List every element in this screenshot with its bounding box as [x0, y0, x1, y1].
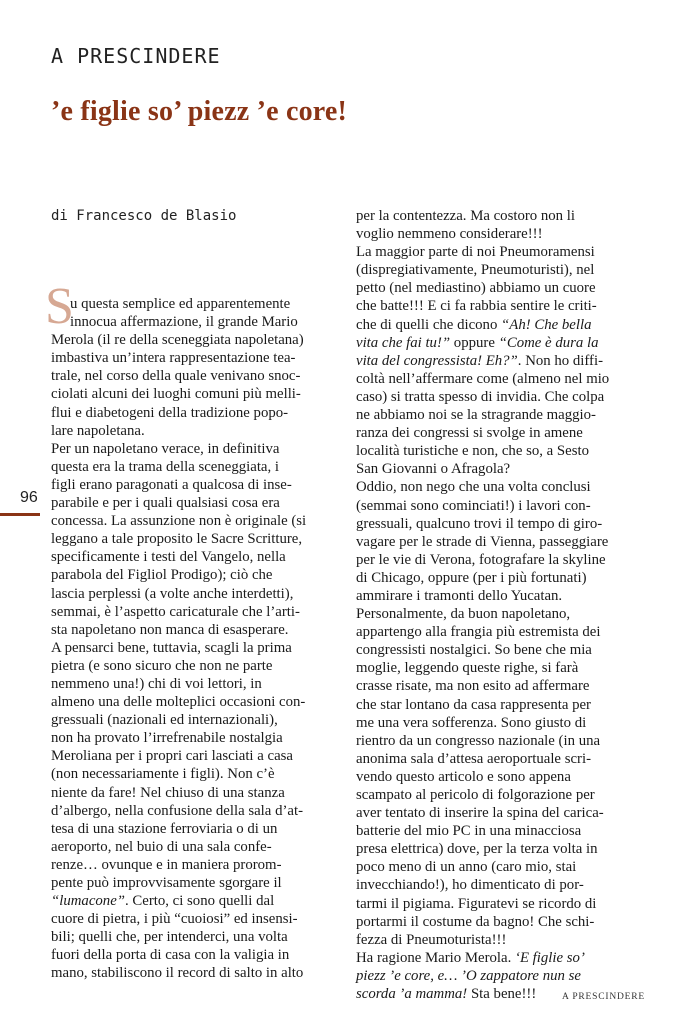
text-line: presa elettrica) dove, per la terza volta in — [356, 841, 598, 858]
text-line: voglio nemmeno considerare!!! — [356, 226, 543, 243]
dropcap-letter: S — [45, 278, 74, 335]
text-line: località turistiche e non, che so, a Sesto — [356, 443, 589, 460]
text-line: bili; quelli che, per intenderci, una volta — [51, 929, 288, 946]
text-line: aeroporto, nel buio di una sala confe- — [51, 838, 272, 855]
text-line: rientro da un congresso nazionale (in una — [356, 732, 601, 749]
text-line: ranza dei congressi si svolge in amene — [356, 425, 583, 442]
text-line: pietra (e sono sicuro che non ne parte — [51, 657, 273, 674]
text-line: Per un napoletano verace, in definitiva — [51, 440, 280, 457]
text-line: flui e diabetogeni della tradizione popo- — [51, 404, 289, 421]
text-line: ne abbiamo noi se la stragrande maggio- — [356, 407, 596, 424]
page-number-rule — [0, 513, 40, 516]
text-line: parabile e per i quali qualsiasi cosa era — [51, 495, 280, 512]
text-line: piezz ’e core, e… ’O zappatore nun se — [356, 967, 581, 984]
text-line: mano, stabiliscono il record di salto in alto — [51, 965, 304, 982]
text-line: petto (nel mediastino) abbiamo un cuore — [356, 280, 596, 297]
text-line: per la contentezza. Ma costoro non li — [356, 208, 575, 224]
text-line: leggano a tale proposito le Sacre Scritture, — [51, 531, 303, 548]
text-line: A pensarci bene, tuttavia, scagli la prima — [51, 639, 292, 656]
text-line: per le vie di Verona, fotografare la skyline — [356, 551, 606, 568]
text-line: sta napoletano non manca di esasperare. — [51, 621, 289, 638]
text-line: imbastiva un’intera rappresentazione tea- — [51, 350, 296, 367]
text-line: scorda ’a mamma! Sta bene!!! — [356, 986, 537, 1003]
text-line: aver tentato di inserire la spina del carica- — [356, 805, 604, 822]
text-line: almeno una delle molteplici occasioni con- — [51, 694, 306, 711]
text-line: “lumacone”. Certo, ci sono quelli dal — [51, 893, 275, 910]
text-line: (non necessariamente i figli). Non c’è — [51, 766, 275, 783]
text-line: poco meno di un anno (caro mio, stai — [356, 859, 577, 876]
text-line: innocua affermazione, il grande Mario — [70, 314, 298, 331]
text-line: La maggior parte di noi Pneumoramensi — [356, 244, 595, 261]
text-line: Oddio, non nego che una volta conclusi — [356, 479, 591, 496]
text-line: concessa. La assunzione non è originale (si — [51, 513, 307, 530]
text-line: pente può improvvisamente sgorgare il — [51, 875, 282, 891]
article-column-right — [356, 207, 648, 1003]
text-line: d’albergo, nella confusione della sala d’at- — [51, 802, 303, 819]
text-line: di Chicago, oppure (per i più fortunati) — [356, 569, 587, 586]
text-line: renze… ovunque e in maniera prorom- — [51, 856, 282, 873]
text-line: che star lontano da casa rappresenta per — [356, 696, 591, 713]
text-line: appartengo alla frangia più estremista dei — [356, 624, 601, 641]
text-line: ammirare i tramonti dello Yucatan. — [356, 587, 563, 604]
article-headline: ’e figlie so’ piezz ’e core! — [51, 96, 348, 127]
text-line: parabola del Figliol Prodigo); ciò che — [51, 567, 273, 584]
text-line: crasse risate, ma non esito ad affermare — [356, 678, 590, 695]
text-line: congressisti nostalgici. So bene che mia — [356, 642, 592, 659]
text-line: batterie del mio PC in una minacciosa — [356, 823, 582, 840]
section-title: A PRESCINDERE — [51, 44, 221, 68]
text-line: che di quelli che dicono “Ah! Che bella — [356, 316, 592, 333]
text-line: u questa semplice ed apparentemente — [70, 296, 291, 312]
text-line: semmai, è l’aspetto caricaturale che l’arti- — [51, 603, 300, 620]
text-line: specificamente i testi del Vangelo, nella — [51, 549, 286, 566]
text-line: moglie, leggendo queste righe, si farà — [356, 660, 579, 677]
text-line: questa era la trama della sceneggiata, i — [51, 458, 280, 475]
text-line: non ha provato l’irrefrenabile nostalgia — [51, 730, 283, 747]
text-line: invecchiando!), ho dimenticato di por- — [356, 877, 584, 894]
text-line: figli erano paragonati a qualcosa di inse- — [51, 476, 292, 493]
text-line: (dispregiativamente, Pneumoturisti), nel — [356, 262, 595, 279]
text-line: fuori della porta di casa con la valigia in — [51, 947, 290, 964]
text-line: fezza di Pneumoturista!!! — [356, 931, 507, 948]
text-line: caso) si tratta spesso di invidia. Che colpa — [356, 388, 605, 405]
text-line: vagare per le strade di Vienna, passeggiare — [356, 533, 609, 550]
text-line: vita del congressista! Eh?”. Non ho diffi- — [356, 352, 604, 369]
text-line: lare napoletana. — [51, 422, 145, 439]
text-line: Personalmente, da buon napoletano, — [356, 606, 571, 623]
text-line: vita che fai tu!” oppure “Come è dura la — [356, 334, 599, 351]
text-line: tesa di una stazione ferroviaria o di un — [51, 820, 278, 837]
text-line: gressuali, qualcuno trovi il tempo di giro- — [356, 515, 603, 532]
text-line: tarmi il pigiama. Figuratevi se ricordo di — [356, 895, 597, 912]
running-footer: A PRESCINDERE — [562, 992, 645, 1002]
text-line: gressuali (nazionali ed internazionali), — [51, 712, 278, 729]
text-line: portarmi il costume da bagno! Che schi- — [356, 913, 595, 930]
right-column-lines — [356, 207, 648, 1003]
text-line: nemmeno una!) chi di voi lettori, in — [51, 675, 262, 692]
text-line: che batte!!! E ci fa rabbia sentire le criti- — [356, 298, 597, 315]
text-line: anonima sala d’attesa aeroportuale scri- — [356, 750, 591, 767]
text-line: San Giovanni o Afragola? — [356, 461, 511, 478]
text-line: ciolati alcuni dei luoghi comuni più melli- — [51, 386, 301, 403]
left-column-lines — [51, 295, 343, 983]
text-line: scampato al pericolo di folgorazione per — [356, 787, 595, 803]
article-byline: di Francesco de Blasio — [51, 208, 237, 224]
text-line: trale, nel corso della quale venivano snoc- — [51, 368, 301, 385]
text-line: coltà nell’affermare come (almeno nel mio — [356, 370, 610, 387]
text-line: Merola (il re della sceneggiata napoletana) — [51, 332, 304, 349]
text-line: Meroliana per i propri cari lasciati a casa — [51, 748, 293, 765]
page-number: 96 — [20, 489, 38, 506]
article-column-left — [45, 278, 343, 983]
text-line: Ha ragione Mario Merola. ‘E figlie so’ — [356, 949, 585, 966]
text-line: vendo questo articolo e sono appena — [356, 768, 571, 785]
text-line: (semmai sono cominciati!) i lavori con- — [356, 497, 591, 514]
text-line: me una vera sofferenza. Sono giusto di — [356, 714, 587, 731]
text-line: niente da fare! Nel chiuso di una stanza — [51, 784, 285, 801]
text-line: cuore di pietra, i più “cuoiosi” ed insensi- — [51, 911, 298, 928]
text-line: lascia perplessi (a volte anche interdetti), — [51, 585, 294, 602]
